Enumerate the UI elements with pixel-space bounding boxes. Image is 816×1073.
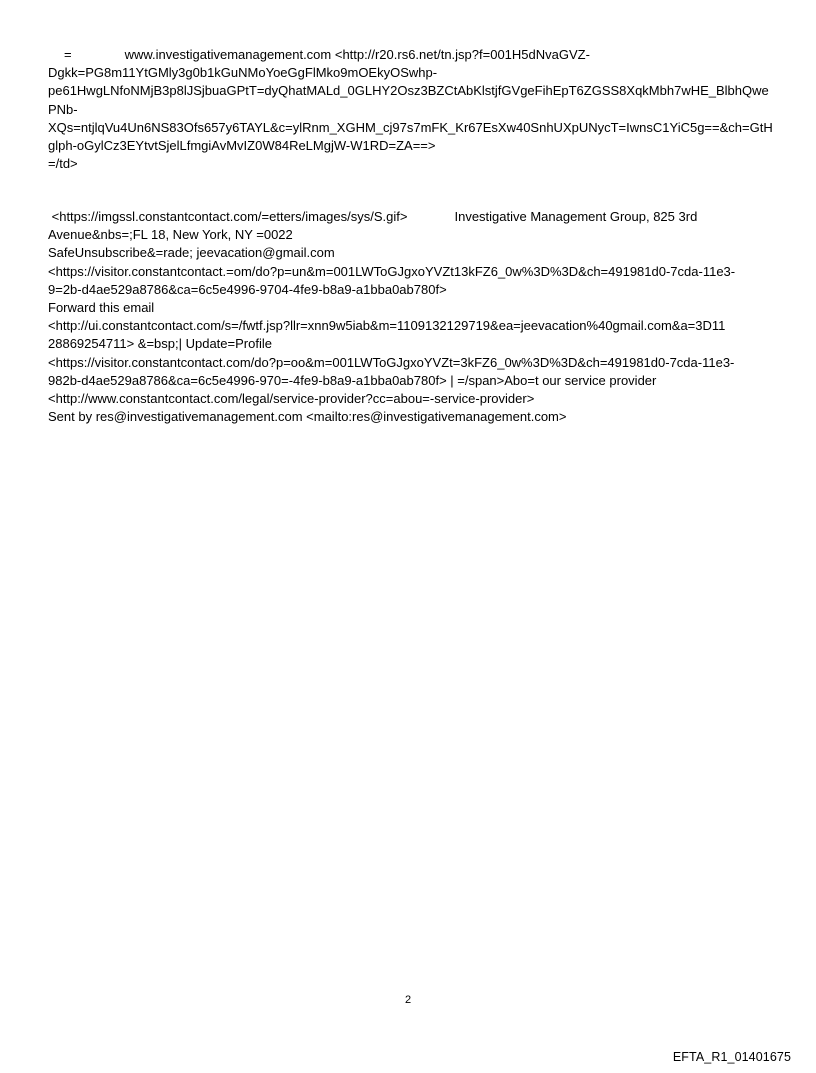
- text-line: <http://ui.constantcontact.com/s=/fwtf.jsp?llr=xnn9w5iab&m=1109132129719&ea=jeevacation%40gmail.com&a=3D11: [48, 318, 726, 334]
- constant-contact-footer-block: [48, 208, 778, 426]
- text-line: Sent by res@investigativemanagement.com <mailto:res@investigativemanagement.com>: [48, 409, 567, 425]
- text-line: pe61HwgLNfoNMjB3p8lJSjbuaGPtT=dyQhatMALd_0GLHY2Osz3BZCtAbKlstjfGVgeFihEpT6ZGSS8XqkMbh7wHE_BlbhQwe: [48, 83, 769, 99]
- text-line: <http://www.constantcontact.com/legal/service-provider?cc=abou=-service-provider>: [48, 390, 535, 406]
- page-number: 2: [404, 994, 412, 1006]
- logo-image-link-text: <https://imgssl.constantcontact.com/=etters/images/sys/S.gif>: [51, 209, 408, 224]
- text-line: Avenue&nbs=;FL 18, New York, NY =0022: [48, 227, 293, 243]
- text-line: 9=2b-d4ae529a8786&ca=6c5e4996-9704-4fe9-b8a9-a1bba0ab780f>: [48, 281, 447, 297]
- text-line: Dgkk=PG8m11YtGMly3g0b1kGuNMoYoeGgFlMko9mOEkyOSwhp-: [48, 65, 438, 81]
- text-line: SafeUnsubscribe&=rade; jeevacation@gmail.com: [48, 245, 335, 261]
- company-address-text: Investigative Management Group, 825 3rd: [454, 209, 698, 224]
- website-link-text: www.investigativemanagement.com <http://r20.rs6.net/tn.jsp?f=001H5dNvaGVZ-: [124, 47, 590, 62]
- text-line: [48, 46, 778, 64]
- text-line: <https://visitor.constantcontact.com/do?p=oo&m=001LWToGJgxoYVZt=3kFZ6_0w%3D%3D&ch=491981d0-7cda-11e3-: [48, 354, 735, 370]
- text-line: <https://visitor.constantcontact.=om/do?p=un&m=001LWToGJgxoYVZt13kFZ6_0w%3D%3D&ch=491981d0-7cda-11e3-: [48, 263, 736, 279]
- email-footer-link-block: [48, 46, 778, 173]
- document-id-stamp: EFTA_R1_01401675: [672, 1050, 791, 1064]
- text-line: [48, 208, 778, 226]
- text-line: 982b-d4ae529a8786&ca=6c5e4996-970=-4fe9-b8a9-a1bba0ab780f> | =/span>Abo=t our service provider: [48, 372, 657, 388]
- text-line: glph-oGylCz3EYtvtSjelLfmgiAvMvIZ0W84ReLMgjW-W1RD=ZA==>: [48, 137, 436, 153]
- equals-marker: =: [64, 47, 72, 62]
- text-line: XQs=ntjlqVu4Un6NS83Ofs657y6TAYL&c=ylRnm_XGHM_cj97s7mFK_Kr67EsXw40SnhUXpUNycT=IwnsC1YiC5g==&ch=GtH: [48, 119, 773, 135]
- text-line: Forward this email: [48, 299, 155, 315]
- text-line: PNb-: [48, 101, 78, 117]
- text-line: 28869254711> &=bsp;| Update=Profile: [48, 336, 272, 352]
- text-line: =/td>: [48, 156, 78, 172]
